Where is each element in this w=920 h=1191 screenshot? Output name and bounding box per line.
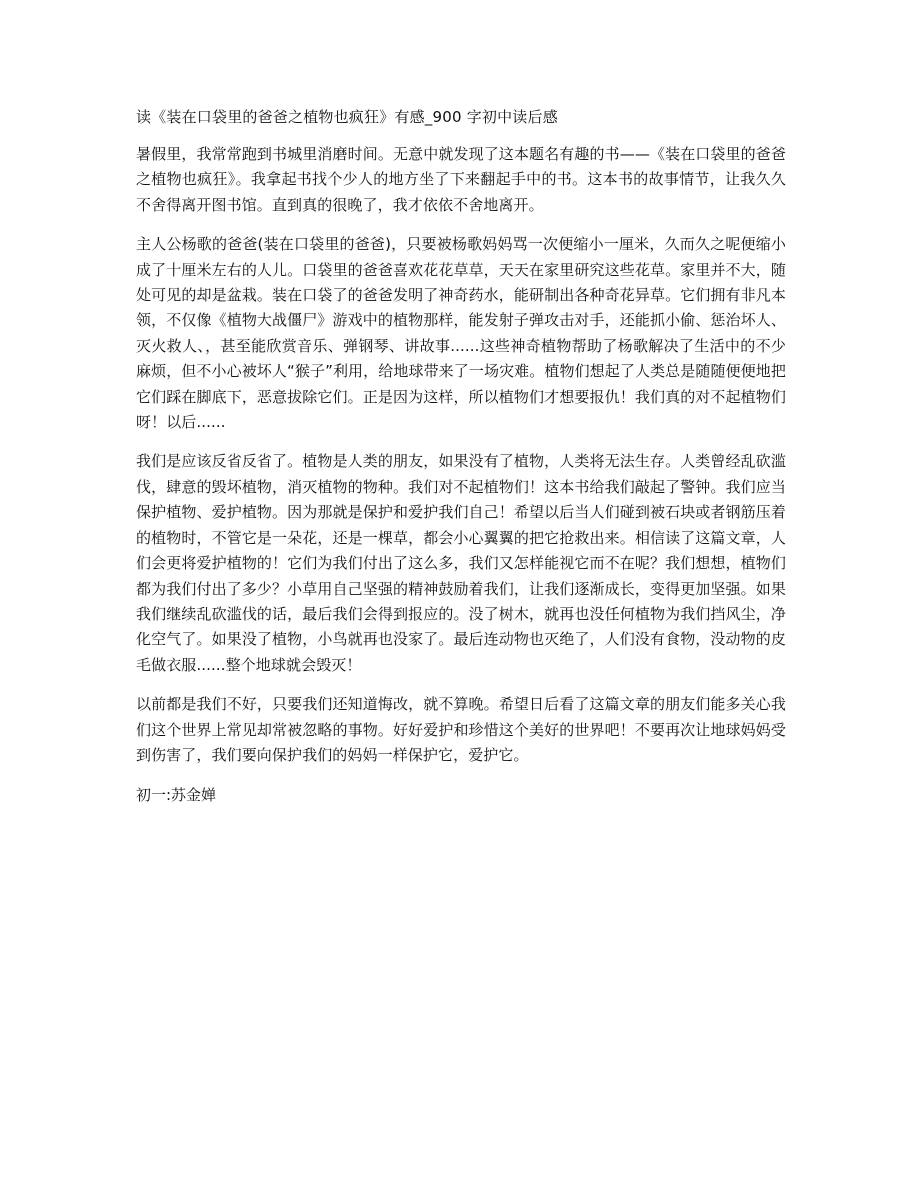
paragraph-4: 以前都是我们不好，只要我们还知道悔改，就不算晚。希望日后看了这篇文章的朋友们能多关心我们这个世界上常见却常被忽略的事物。好好爱护和珍惜这个美好的世界吧！不要再次让地球妈妈受到伤害了，我们要向保护我们的妈妈一样保护它，爱护它。 <box>136 695 786 764</box>
document-page <box>136 104 786 808</box>
document-title: 读《装在口袋里的爸爸之植物也疯狂》有感_900 字初中读后感 <box>136 108 558 126</box>
paragraph-1: 暑假里，我常常跑到书城里消磨时间。无意中就发现了这本题名有趣的书——《装在口袋里的爸爸之植物也疯狂》。我拿起书找个少人的地方坐了下来翻起手中的书。这本书的故事情节，让我久久不舍得离开图书馆。直到真的很晚了，我才依依不舍地离开。 <box>136 145 786 214</box>
author-signature: 初一:苏金婵 <box>136 786 217 805</box>
paragraph-2: 主人公杨歌的爸爸(装在口袋里的爸爸)，只要被杨歌妈妈骂一次便缩小一厘米，久而久之呢便缩小成了十厘米左右的人儿。口袋里的爸爸喜欢花花草草，天天在家里研究这些花草。家里并不大，随处可见的却是盆栽。装在口袋了的爸爸发明了神奇药水，能研制出各种奇花异草。它们拥有非凡本领，不仅像《植物大战僵尸》游戏中的植物那样，能发射子弹攻击对手，还能抓小偷、惩治坏人、灭火救人、，甚至能欣赏音乐、弹钢琴、讲故事......这些神奇植物帮助了杨歌解决了生活中的不少麻烦，但不小心被坏人“猴子”利用，给地球带来了一场灾难。植物们想起了人类总是随随便便地把它们踩在脚底下，恶意拔除它们。正是因为这样，所以植物们才想要报仇！我们真的对不起植物们呀！以后...... <box>136 235 786 432</box>
paragraph-3: 我们是应该反省反省了。植物是人类的朋友，如果没有了植物，人类将无法生存。人类曾经乱砍滥伐，肆意的毁坏植物，消灭植物的物种。我们对不起植物们！这本书给我们敲起了警钟。我们应当保护植物、爱护植物。因为那就是保护和爱护我们自己！希望以后当人们碰到被石块或者钢筋压着的植物时，不管它是一朵花，还是一棵草，都会小心翼翼的把它抢救出来。相信读了这篇文章，人们会更将爱护植物的！它们为我们付出了这么多，我们又怎样能视它而不在呢？我们想想，植物们都为我们付出了多少？小草用自己坚强的精神鼓励着我们，让我们逐渐成长，变得更加坚强。如果我们继续乱砍滥伐的话，最后我们会得到报应的。没了树木，就再也没任何植物为我们挡风尘，净化空气了。如果没了植物，小鸟就再也没家了。最后连动物也灭绝了，人们没有食物，没动物的皮毛做衣服......整个地球就会毁灭！ <box>136 452 786 674</box>
